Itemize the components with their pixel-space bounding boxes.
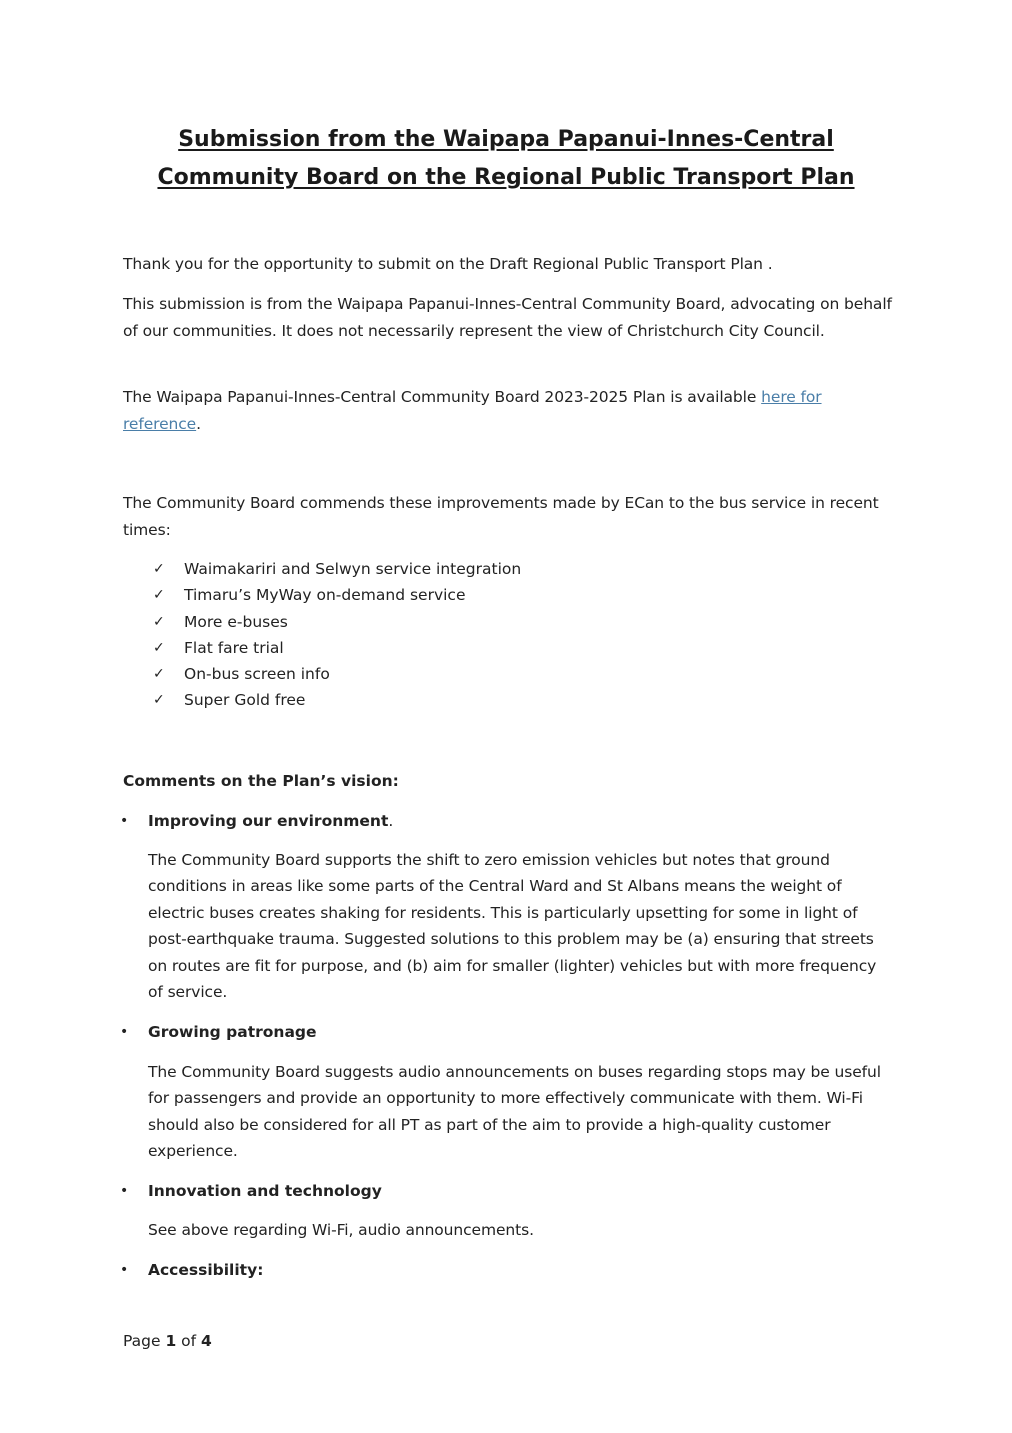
checkmark-icon: ✓ — [153, 587, 165, 604]
checklist-item-text: Flat fare trial — [184, 638, 284, 657]
intro-thanks-text: Thank you for the opportunity to submit on the Draft Regional Public Transport Plan . — [123, 255, 773, 273]
title-line-1: Submission from the Waipapa Papanui-Innes-Central — [178, 127, 834, 152]
vision-body-patronage — [148, 1059, 893, 1165]
vision-body-text: See above regarding Wi-Fi, audio announcements. — [148, 1221, 534, 1239]
checklist-item-text: Waimakariri and Selwyn service integration — [184, 560, 522, 578]
plan-reference-paragraph — [123, 384, 893, 437]
checklist-item — [153, 609, 521, 635]
document-title — [120, 121, 892, 197]
bullet-icon: • — [120, 1024, 129, 1040]
checkmark-icon: ✓ — [153, 561, 165, 577]
footer-page-number: 1 — [165, 1332, 177, 1350]
vision-body-environment — [148, 847, 893, 1005]
commends-paragraph — [123, 490, 893, 543]
checklist-item-text: Super Gold free — [184, 691, 306, 710]
intro-submission-text: This submission is from the Waipapa Papanui-Innes-Central Community Board, advocating on behalf of our communities. It does not necessarily represent the view of Christchurch City Council. — [123, 295, 892, 340]
vision-item-label-suffix: . — [388, 812, 394, 830]
bullet-icon: • — [120, 1262, 129, 1278]
plan-reference-prefix: The Waipapa Papanui-Innes-Central Community Board 2023-2025 Plan is available — [123, 388, 762, 406]
checkmark-icon: ✓ — [153, 639, 165, 656]
checklist-item-text: Timaru’s MyWay on-demand service — [184, 586, 466, 605]
checklist-item — [153, 687, 521, 713]
intro-submission-paragraph — [123, 291, 893, 344]
vision-item-label: Innovation and technology — [148, 1182, 382, 1200]
checklist-item-text: More e-buses — [184, 612, 288, 631]
vision-item-label: Accessibility: — [148, 1261, 264, 1279]
footer-page-label: Page — [123, 1332, 166, 1350]
checklist-item — [153, 556, 521, 582]
vision-item-label-text: Improving our environment — [148, 812, 389, 830]
vision-item-label — [148, 808, 393, 834]
footer-of-label: of — [176, 1332, 202, 1350]
bullet-icon: • — [120, 813, 129, 829]
plan-reference-text — [123, 384, 893, 437]
checkmark-icon: ✓ — [153, 613, 165, 630]
improvements-checklist — [153, 556, 521, 714]
plan-reference-link[interactable]: here for reference — [123, 388, 822, 433]
title-line-2: Community Board on the Regional Public Transport Plan — [157, 165, 855, 190]
checklist-item — [153, 661, 521, 687]
vision-heading: Comments on the Plan’s vision: — [123, 772, 399, 790]
intro-thanks-paragraph — [123, 251, 893, 278]
commends-text: The Community Board commends these improvements made by ECan to the bus service in recent times: — [123, 494, 879, 539]
plan-reference-suffix: . — [196, 414, 201, 433]
checklist-item — [153, 635, 521, 661]
bullet-icon: • — [120, 1183, 129, 1199]
vision-body-text: The Community Board suggests audio announcements on buses regarding stops may be useful for passengers and provide an opportunity to more effectively communicate with them. Wi-Fi should also be considered for all PT as part of the aim to provide a high-quality customer experience. — [148, 1063, 881, 1161]
vision-body-innovation — [148, 1217, 893, 1243]
footer-page-total: 4 — [201, 1332, 212, 1350]
checkmark-icon: ✓ — [153, 692, 165, 709]
vision-body-text: The Community Board supports the shift to zero emission vehicles but notes that ground conditions in areas like some parts of the Central Ward and St Albans means the weight of electric buses creates shaking for residents. This is particularly upsetting for some in light of post-earthquake trauma. Suggested solutions to this problem may be (a) ensuring that streets on routes are fit for purpose, and (b) aim for smaller (lighter) vehicles but with more frequency of service. — [148, 851, 877, 1002]
page-number-footer — [123, 1328, 212, 1354]
checklist-item-text: On-bus screen info — [184, 665, 330, 684]
vision-item-label: Growing patronage — [148, 1023, 317, 1041]
checkmark-icon: ✓ — [153, 666, 165, 683]
checklist-item — [153, 582, 521, 608]
